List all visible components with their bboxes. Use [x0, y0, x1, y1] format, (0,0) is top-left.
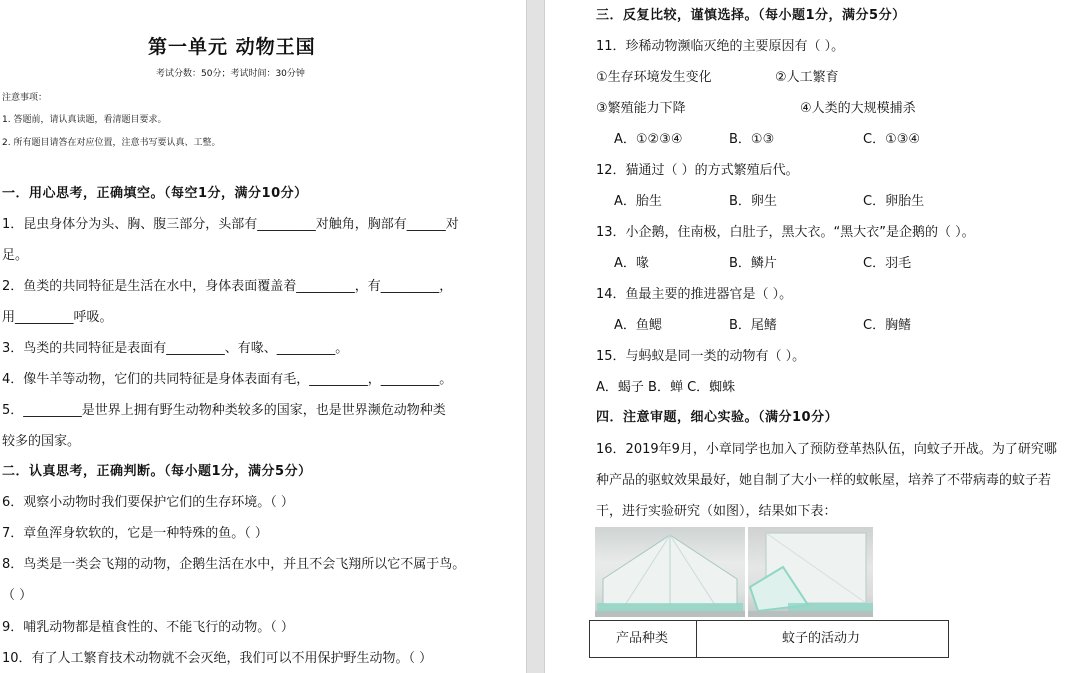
note-item: 2. 所有题目请答在对应位置，注意书写要认真、工整。 — [2, 138, 221, 148]
question-stem: 14．鱼最主要的推进器官是（ ）。 — [596, 287, 793, 302]
question-line: 8．鸟类是一类会飞翔的动物，企鹅生活在水中，并且不会飞翔所以它不属于鸟。 — [2, 557, 466, 572]
section-heading: 四．注意审题，细心实验。（满分10分） — [596, 410, 839, 425]
option-a: A．喙 — [614, 256, 649, 271]
option-a: A．①②③④ — [614, 132, 683, 147]
question-line: 2．鱼类的共同特征是生活在水中，身体表面覆盖着_________，有_________， — [2, 279, 453, 294]
document-page-right — [545, 0, 1080, 673]
mosquito-net-photo — [595, 527, 745, 617]
question-line: 3．鸟类的共同特征是表面有_________、有喙、_________。 — [2, 341, 349, 356]
option-a: A．鱼鳃 — [614, 318, 662, 333]
note-item: 1. 答题前，请认真读题，看清题目要求。 — [2, 115, 167, 125]
option-c: C．胸鳍 — [863, 318, 912, 333]
option-c: C．羽毛 — [863, 256, 912, 271]
table-header-product: 产品种类 — [616, 631, 669, 646]
section-heading: 三．反复比较，谨慎选择。（每小题1分，满分5分） — [596, 8, 906, 23]
question-line: 1．昆虫身体分为头、胸、腹三部分，头部有_________对触角，胸部有______对 — [2, 217, 459, 232]
section-heading: 一．用心思考，正确填空。（每空1分，满分10分） — [2, 186, 308, 201]
option-b: B．鳞片 — [729, 256, 777, 271]
question-line: 种产品的驱蚊效果最好，她自制了大小一样的蚊帐屋，培养了不带病毒的蚊子若 — [596, 473, 1052, 488]
statement-item: ③繁殖能力下降 — [596, 101, 686, 116]
results-table — [589, 620, 949, 658]
question-stem: 11．珍稀动物濒临灭绝的主要原因有（ ）。 — [596, 39, 845, 54]
option-c: C．①③④ — [863, 132, 921, 147]
page-title: 第一单元 动物王国 — [148, 36, 316, 58]
option-b: B．尾鳍 — [729, 318, 777, 333]
question-line: （ ） — [2, 588, 33, 603]
statement-item: ④人类的大规模捕杀 — [800, 101, 916, 116]
exam-info: 考试分数：50分；考试时间：30分钟 — [156, 69, 305, 79]
question-line: 用_________呼吸。 — [2, 310, 113, 325]
question-line: 5．_________是世界上拥有野生动物种类较多的国家，也是世界濒危动物种类 — [2, 403, 446, 418]
statement-item: ①生存环境发生变化 — [596, 70, 712, 85]
option-b: B．①③ — [729, 132, 775, 147]
question-stem: 15．与蚂蚁是同一类的动物有（ ）。 — [596, 349, 806, 364]
question-line: 7．章鱼浑身软软的，它是一种特殊的鱼。（ ） — [2, 526, 268, 541]
option-a: A．胎生 — [614, 194, 662, 209]
question-line: 4．像牛羊等动物，它们的共同特征是身体表面有毛，_________，_________。 — [2, 372, 453, 387]
question-line: 9．哺乳动物都是植食性的、不能飞行的动物。（ ） — [2, 620, 294, 635]
question-line: 10．有了人工繁育技术动物就不会灭绝，我们可以不用保护野生动物。（ ） — [2, 651, 433, 666]
question-line: 6．观察小动物时我们要保护它们的生存环境。（ ） — [2, 495, 294, 510]
statement-item: ②人工繁育 — [775, 70, 839, 85]
section-heading: 二．认真思考，正确判断。（每小题1分，满分5分） — [2, 464, 312, 479]
page-gap — [526, 0, 545, 673]
question-line: 16．2019年9月，小章同学也加入了预防登革热队伍，向蚊子开战。为了研究哪 — [596, 442, 1057, 457]
question-stem: 13．小企鹅，住南极，白肚子，黑大衣。“黑大衣”是企鹅的（ ）。 — [596, 225, 975, 240]
question-line: 干，进行实验研究（如图），结果如下表： — [596, 504, 837, 519]
notes-title: 注意事项： — [2, 93, 48, 103]
options-line: A．蝎子 B．蝉 C．蜘蛛 — [596, 380, 736, 395]
table-divider — [696, 621, 697, 657]
mosquito-net-photo — [748, 527, 873, 617]
question-line: 较多的国家。 — [2, 434, 81, 449]
option-b: B．卵生 — [729, 194, 777, 209]
table-header-activity: 蚊子的活动力 — [782, 631, 861, 646]
document-page-left — [0, 0, 526, 673]
option-c: C．卵胎生 — [863, 194, 925, 209]
question-stem: 12．猫通过（ ）的方式繁殖后代。 — [596, 163, 799, 178]
question-line: 足。 — [2, 248, 29, 263]
